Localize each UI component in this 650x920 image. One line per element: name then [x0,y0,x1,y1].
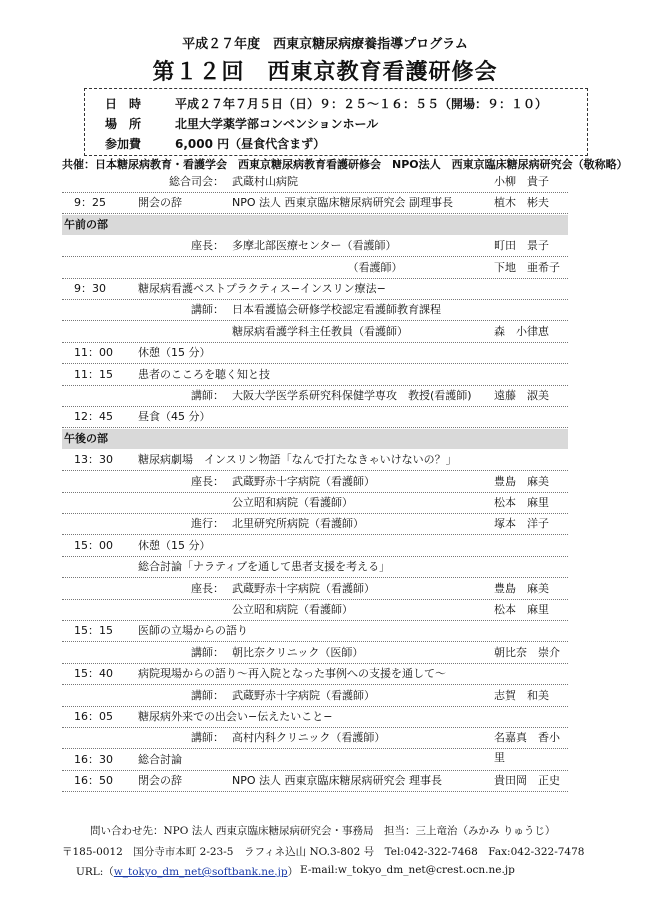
info-value: 平成２７年７月５日（日）９：２５〜１６：５５（開場：９：１０） [175,97,548,111]
person-name: 貴田岡 正史 [494,774,560,788]
session-title: 病院現場からの語り〜再入院となった事例への支援を通して〜 [138,667,446,681]
program-row [62,600,568,620]
session-time: 16：50 [74,774,113,788]
session-time: 9：30 [74,282,106,295]
url-line [76,864,298,879]
affiliation: 武蔵野赤十字病院（看護師） [232,474,375,488]
person-name: 志賀 和美 [494,688,549,702]
program-row [62,686,568,706]
affiliation: 武蔵村山病院 [232,175,298,188]
session-title: 糖尿病劇場 インスリン物語「なんで打たなきゃいけないの？」 [138,453,457,467]
person-name: 森 小律恵 [494,324,549,338]
session-role: 講師： [191,731,224,745]
affiliation: 公立昭和病院（看護師） [232,603,353,616]
session-title: 閉会の辞 [138,774,182,788]
session-role: 座長： [191,474,224,488]
session-role: 座長： [191,239,224,253]
program-row [62,579,568,599]
program-row [62,172,568,192]
session-role: 講師： [191,389,224,402]
email-line: E-mail:w_tokyo_dm_net@crest.ocn.ne.jp [300,864,515,876]
contact-line: 問い合わせ先：NPO 法人 西東京臨床糖尿病研究会・事務局 担当：三上竜治（みかみ りゅうじ） [90,825,556,837]
person-name: 松本 麻里 [494,496,549,509]
section-title: 午前の部 [64,217,108,231]
program-row [62,643,568,663]
url-close: ） [287,866,299,878]
program-row [62,322,568,342]
program-row [62,300,568,320]
affiliation: 武蔵野赤十字病院（看護師） [232,688,375,702]
program-row [62,365,568,385]
url-link[interactable]: w_tokyo_dm_net@softbank.ne.jp [113,866,288,878]
session-title: 開会の辞 [138,196,182,210]
info-value: 6,000 円（昼食代含まず） [175,137,326,151]
session-time: 15：00 [74,538,113,552]
program-row [62,514,568,534]
affiliation: （看護師） [232,260,403,274]
session-role: 講師： [191,645,224,659]
program-row [62,621,568,641]
session-title: 患者のこころを聴く知と技 [138,367,270,381]
program-row [62,664,568,684]
program-row [62,472,568,492]
person-name: 豊島 麻美 [494,581,549,595]
session-time: 15：40 [74,667,113,681]
affiliation: 多摩北部医療センター（看護師） [232,239,397,253]
session-title: 休憩（15 分） [138,538,211,552]
info-value: 北里大学薬学部コンベンションホール [175,117,379,131]
session-title: 休憩（15 分） [138,346,211,360]
url-label: URL:（ [76,866,114,878]
person-name: 植木 彬夫 [494,196,549,210]
affiliation: 武蔵野赤十字病院（看護師） [232,581,375,595]
program-row [62,258,568,278]
affiliation: 高村内科クリニック（看護師） [232,731,386,745]
session-title: 医師の立場からの語り [138,624,248,638]
person-name: 朝比奈 崇介 [494,645,560,659]
session-time: 13：30 [74,453,113,467]
affiliation: 糖尿病看護学科主任教員（看護師） [232,324,408,338]
program-row [62,407,568,427]
affiliation: 朝比奈クリニック（医師） [232,645,364,659]
session-time: 11：15 [74,367,113,381]
program-row [62,450,568,470]
program-row [62,343,568,363]
program-row [62,279,568,299]
program-row [62,771,568,791]
session-role: 講師： [191,303,224,317]
program-row [62,493,568,513]
person-name: 名嘉真 香小里 [494,731,560,765]
affiliation: NPO 法人 西東京臨床糖尿病研究会 理事長 [232,774,443,788]
person-name: 遠藤 淑美 [494,389,549,402]
session-role: 座長： [191,581,224,595]
info-label: 場 所 [105,117,142,131]
affiliation: 日本看護協会研修学校認定看護師教育課程 [232,303,441,317]
session-time: 16：05 [74,710,113,723]
program-subtitle: 平成２７年度 西東京糖尿病療養指導プログラム [182,37,468,52]
session-title: 総合討論 [138,752,182,766]
section-header [62,215,568,235]
section-header [62,429,568,449]
session-title: 総合討論「ナラティブを通して患者支援を考える」 [138,560,391,574]
session-role: 講師： [191,688,224,702]
affiliation: NPO 法人 西東京臨床糖尿病研究会 副理事長 [232,196,454,210]
affiliation: 公立昭和病院（看護師） [232,496,353,509]
affiliation: 大阪大学医学系研究科保健学専攻 教授(看護師) [232,389,472,402]
program-row [62,236,568,256]
session-role: 進行： [191,517,224,531]
section-title: 午後の部 [64,431,108,445]
address-line: 〒185-0012 国分寺市本町 2-23-5 ラフィネ込山 NO.3-802 号 Tel:042-322-7468 Fax:042-322-7478 [62,846,585,858]
event-info-box [84,88,588,156]
row-divider [62,791,568,792]
program-row [62,536,568,556]
info-label: 日 時 [105,97,142,111]
session-time: 16：30 [74,752,113,766]
info-label: 参加費 [105,137,142,151]
person-name: 小柳 貴子 [494,175,549,188]
session-role: 総合司会： [169,175,224,188]
person-name: 豊島 麻美 [494,474,549,488]
program-row [62,707,568,727]
co-sponsors: 共催：日本糖尿病教育・看護学会 西東京糖尿病教育看護研修会 NPO法人 西東京臨床糖尿病研究会（敬称略） [62,158,628,171]
person-name: 松本 麻里 [494,603,549,616]
session-time: 9：25 [74,196,106,210]
page-title: 第１２回 西東京教育看護研修会 [152,60,498,85]
person-name: 町田 景子 [494,239,549,253]
program-row [62,193,568,213]
session-time: 11：00 [74,346,113,360]
session-time: 15：15 [74,624,113,638]
session-time: 12：45 [74,410,113,424]
session-title: 昼食（45 分） [138,410,211,424]
session-title: 糖尿病看護ベストプラクティス−インスリン療法− [138,282,386,295]
person-name: 塚本 洋子 [494,517,549,531]
program-row [62,750,568,770]
person-name: 下地 亜希子 [494,260,560,274]
program-row [62,557,568,577]
session-title: 糖尿病外来での出会い−伝えたいこと− [138,710,333,723]
program-row [62,386,568,406]
affiliation: 北里研究所病院（看護師） [232,517,364,531]
